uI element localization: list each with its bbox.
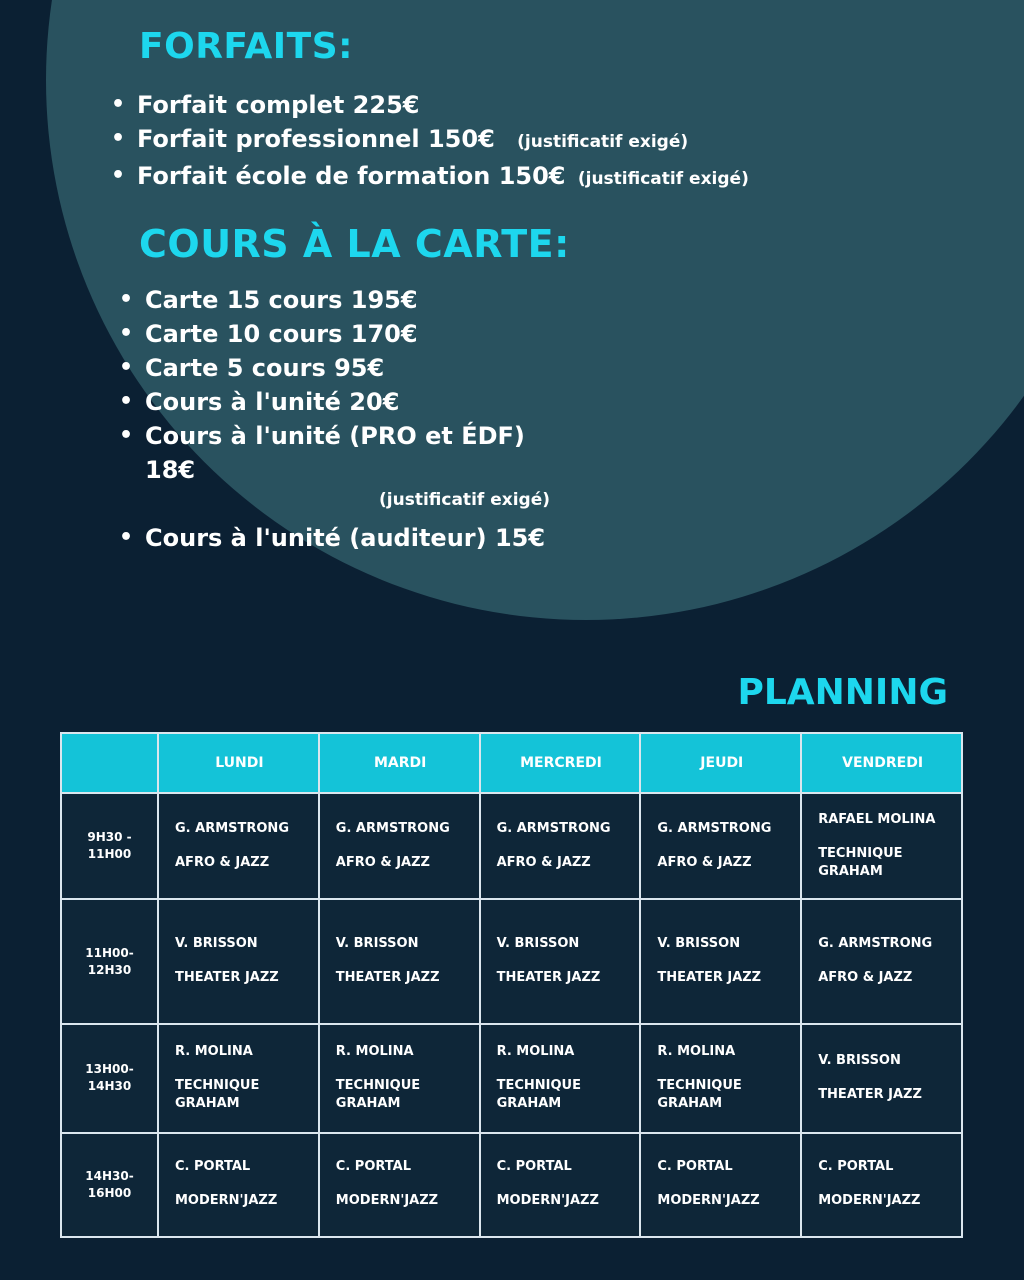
class-cell — [158, 793, 319, 899]
teacher-name: R. MOLINA — [657, 1043, 736, 1059]
forfaits-list — [111, 88, 749, 196]
teacher-name: C. PORTAL — [818, 1159, 894, 1175]
teacher-name: R. MOLINA — [496, 1043, 575, 1059]
teacher-name: C. PORTAL — [175, 1159, 251, 1175]
class-cell — [319, 1133, 480, 1238]
bullet-icon: • — [119, 321, 134, 346]
bullet-icon: • — [119, 355, 134, 380]
planning-title: PLANNING — [737, 672, 948, 713]
course-name: MODERN'JAZZ — [175, 1193, 278, 1209]
header-day: LUNDI — [158, 733, 319, 793]
class-cell — [801, 1024, 962, 1132]
table-header-row — [61, 733, 962, 793]
class-cell — [319, 793, 480, 899]
teacher-name: G. ARMSTRONG — [818, 936, 933, 952]
background-edge — [0, 0, 46, 700]
teacher-name: V. BRISSON — [335, 936, 419, 952]
class-cell — [158, 1024, 319, 1132]
forfait-item: • Forfait complet 225€ — [137, 88, 749, 122]
teacher-name: C. PORTAL — [657, 1159, 733, 1175]
header-day: VENDREDI — [801, 733, 962, 793]
teacher-name: R. MOLINA — [335, 1043, 414, 1059]
carte-item: • Cours à l'unité 20€ — [145, 385, 550, 419]
teacher-name: C. PORTAL — [496, 1159, 572, 1175]
header-day: JEUDI — [640, 733, 801, 793]
course-name: THEATER JAZZ — [818, 1086, 922, 1102]
course-name: AFRO & JAZZ — [335, 854, 430, 870]
teacher-name: G. ARMSTRONG — [496, 820, 611, 836]
header-corner — [61, 733, 158, 793]
header-day: MARDI — [319, 733, 480, 793]
class-cell — [480, 899, 641, 1024]
class-cell — [801, 793, 962, 899]
forfait-item: • Forfait professionnel 150€ (justificatif exigé) — [137, 122, 749, 159]
table-row — [61, 1024, 962, 1132]
teacher-name: G. ARMSTRONG — [657, 820, 772, 836]
bullet-icon: • — [111, 163, 126, 188]
time-slot: 14H30- 16H00 — [61, 1133, 158, 1238]
bullet-icon: • — [119, 525, 134, 550]
course-name: AFRO & JAZZ — [496, 854, 591, 870]
class-cell — [640, 793, 801, 899]
course-name: THEATER JAZZ — [335, 970, 440, 986]
teacher-name: V. BRISSON — [496, 936, 580, 952]
class-cell — [640, 1024, 801, 1132]
course-name: AFRO & JAZZ — [657, 854, 752, 870]
carte-item: • Cours à l'unité (PRO et ÉDF) 18€ (justificatif exigé) — [145, 419, 550, 513]
course-name: THEATER JAZZ — [175, 970, 279, 986]
class-cell — [480, 1133, 641, 1238]
class-cell — [480, 793, 641, 899]
bullet-icon: • — [119, 287, 134, 312]
course-name: TECHNIQUE GRAHAM — [335, 1077, 421, 1111]
teacher-name: V. BRISSON — [657, 936, 741, 952]
teacher-name: R. MOLINA — [175, 1043, 253, 1059]
carte-item: • Carte 5 cours 95€ — [145, 351, 550, 385]
teacher-name: G. ARMSTRONG — [175, 820, 289, 836]
teacher-name: C. PORTAL — [335, 1159, 412, 1175]
course-name: MODERN'JAZZ — [657, 1193, 760, 1209]
time-slot: 13H00- 14H30 — [61, 1024, 158, 1132]
class-cell — [480, 1024, 641, 1132]
carte-item: • Carte 15 cours 195€ — [145, 283, 550, 317]
teacher-name: G. ARMSTRONG — [335, 820, 450, 836]
carte-list — [119, 283, 550, 555]
course-name: THEATER JAZZ — [657, 970, 762, 986]
class-cell — [801, 899, 962, 1024]
teacher-name: V. BRISSON — [818, 1052, 901, 1068]
schedule-table — [60, 732, 963, 1238]
class-cell — [158, 899, 319, 1024]
class-cell — [801, 1133, 962, 1238]
course-name: AFRO & JAZZ — [818, 970, 913, 986]
class-cell — [158, 1133, 319, 1238]
course-name: TECHNIQUE GRAHAM — [818, 845, 903, 879]
class-cell — [319, 1024, 480, 1132]
table-row — [61, 899, 962, 1024]
bullet-icon: • — [111, 92, 126, 117]
bullet-icon: • — [119, 423, 134, 448]
class-cell — [640, 899, 801, 1024]
carte-item: • Cours à l'unité (auditeur) 15€ — [145, 521, 550, 555]
table-row — [61, 1133, 962, 1238]
forfait-item: • Forfait école de formation 150€ (justificatif exigé) — [137, 159, 749, 196]
forfaits-title: FORFAITS: — [139, 26, 354, 67]
time-slot: 11H00- 12H30 — [61, 899, 158, 1024]
course-name: TECHNIQUE GRAHAM — [496, 1077, 581, 1111]
course-name: TECHNIQUE GRAHAM — [175, 1077, 260, 1111]
class-cell — [319, 899, 480, 1024]
bullet-icon: • — [119, 389, 134, 414]
time-slot: 9H30 - 11H00 — [61, 793, 158, 899]
course-name: MODERN'JAZZ — [818, 1193, 921, 1209]
course-name: MODERN'JAZZ — [496, 1193, 599, 1209]
header-day: MERCREDI — [480, 733, 641, 793]
course-name: AFRO & JAZZ — [175, 854, 270, 870]
teacher-name: RAFAEL MOLINA — [818, 811, 936, 827]
course-name: THEATER JAZZ — [496, 970, 601, 986]
teacher-name: V. BRISSON — [175, 936, 258, 952]
bullet-icon: • — [111, 126, 126, 151]
carte-title: COURS À LA CARTE: — [139, 222, 570, 266]
class-cell — [640, 1133, 801, 1238]
course-name: TECHNIQUE GRAHAM — [657, 1077, 742, 1111]
course-name: MODERN'JAZZ — [335, 1193, 439, 1209]
carte-item: • Carte 10 cours 170€ — [145, 317, 550, 351]
table-row — [61, 793, 962, 899]
